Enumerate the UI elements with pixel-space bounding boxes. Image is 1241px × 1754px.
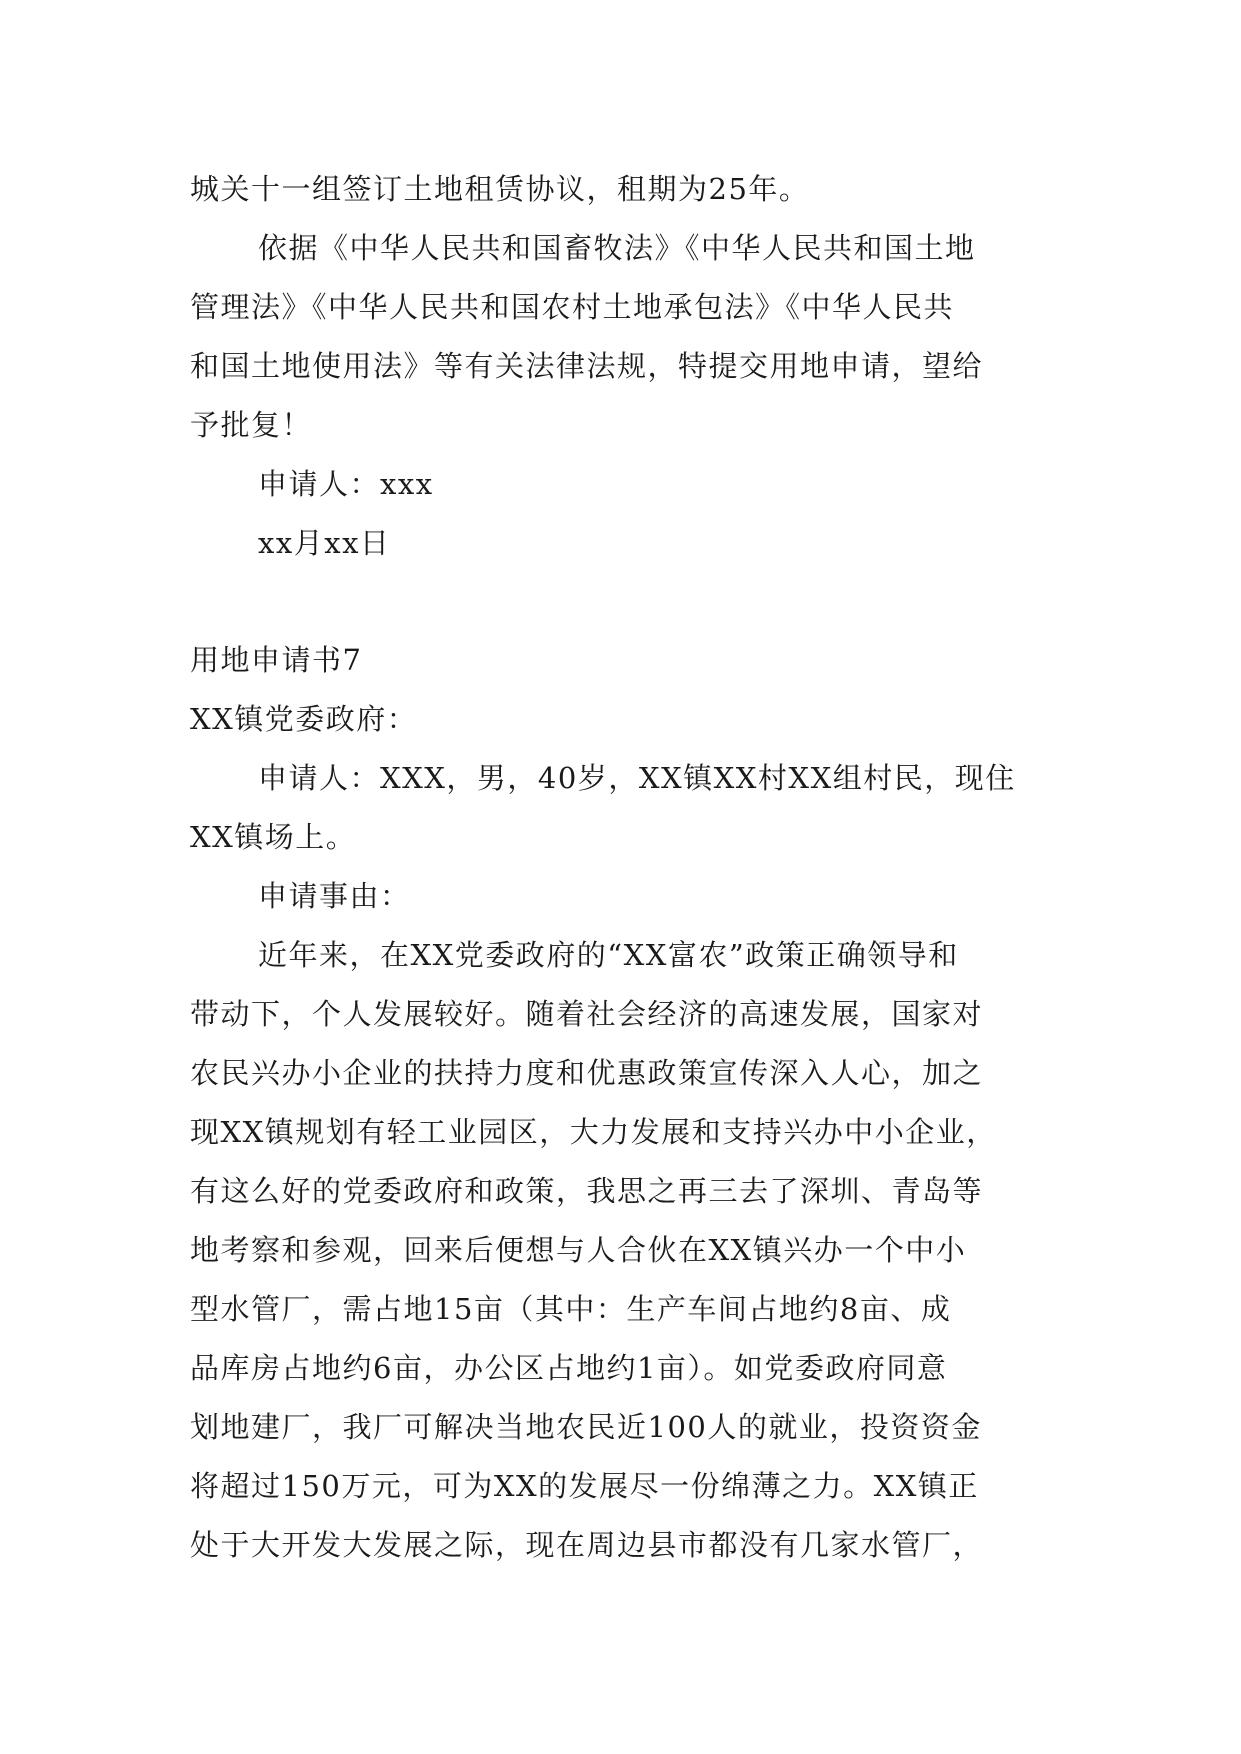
paragraph-line: 管理法》《中华人民共和国农村土地承包法》《中华人民共 [190, 290, 955, 324]
date-line: xx月xx日 [258, 526, 391, 560]
paragraph-line: 带动下，个人发展较好。随着社会经济的高速发展，国家对 [190, 997, 984, 1031]
document-body [190, 160, 1055, 1575]
paragraph-line: 予批复！ [190, 408, 313, 442]
paragraph-line: 划地建厂，我厂可解决当地农民近100人的就业，投资资金 [190, 1410, 982, 1444]
applicant-signature: 申请人：xxx [258, 467, 434, 501]
paragraph-line: 型水管厂，需占地15亩（其中：生产车间占地约8亩、成 [190, 1292, 952, 1326]
section-heading: 申请事由： [258, 879, 411, 913]
paragraph-line: 和国土地使用法》等有关法律法规，特提交用地申请，望给 [190, 349, 984, 383]
paragraph-line: 近年来，在XX党委政府的“XX富农”政策正确领导和 [258, 938, 959, 972]
section-gap [190, 573, 1055, 631]
paragraph-line: 依据《中华人民共和国畜牧法》《中华人民共和国土地 [258, 231, 976, 265]
paragraph-line: XX镇场上。 [190, 820, 357, 854]
paragraph-line: 现XX镇规划有轻工业园区，大力发展和支持兴办中小企业， [190, 1115, 997, 1149]
paragraph-line: 申请人：XXX，男，40岁，XX镇XX村XX组村民，现住 [258, 761, 1016, 795]
document-title: 用地申请书7 [190, 643, 363, 677]
paragraph-line: 农民兴办小企业的扶持力度和优惠政策宣传深入人心，加之 [190, 1056, 984, 1090]
paragraph-line: 地考察和参观，回来后便想与人合伙在XX镇兴办一个中小 [190, 1233, 967, 1267]
paragraph-line: 将超过150万元，可为XX的发展尽一份绵薄之力。XX镇正 [190, 1469, 979, 1503]
addressee: XX镇党委政府： [190, 702, 418, 736]
paragraph-line: 处于大开发大发展之际，现在周边县市都没有几家水管厂， [190, 1528, 984, 1562]
paragraph-line: 城关十一组签订土地租赁协议，租期为25年。 [190, 172, 810, 206]
paragraph-line: 有这么好的党委政府和政策，我思之再三去了深圳、青岛等 [190, 1174, 984, 1208]
paragraph-line: 品库房占地约6亩，办公区占地约1亩）。如党委政府同意 [190, 1351, 948, 1385]
